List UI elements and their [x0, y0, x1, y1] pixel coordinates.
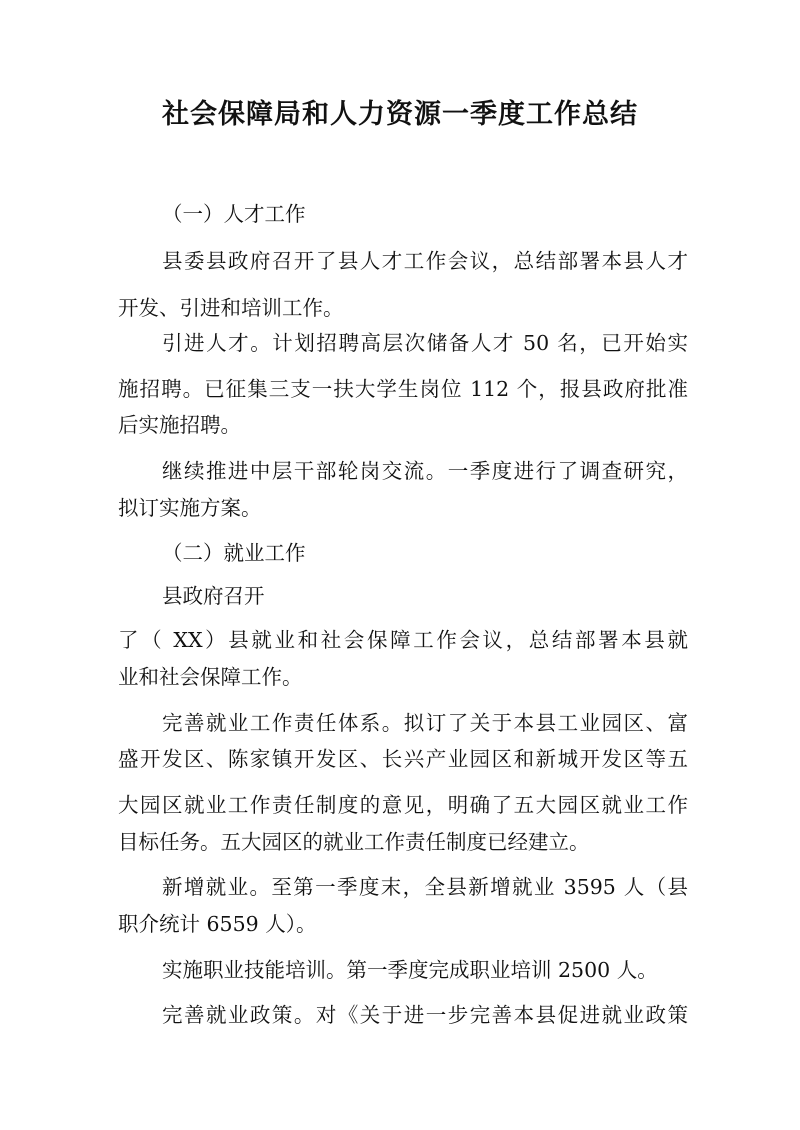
paragraph-line: 县政府召开 [162, 584, 265, 608]
paragraph-line: 开发、引进和培训工作。 [118, 296, 344, 320]
paragraph-line: 拟订实施方案。 [118, 496, 262, 520]
document-title: 社会保障局和人力资源一季度工作总结 [162, 99, 638, 130]
paragraph-line: 继续推进中层干部轮岗交流。一季度进行了调查研究， [162, 459, 688, 483]
section-heading-employment: （二）就业工作 [162, 541, 306, 565]
paragraph-line: 大园区就业工作责任制度的意见，明确了五大园区就业工作 [118, 793, 688, 817]
section-heading-talent: （一）人才工作 [162, 202, 306, 226]
paragraph-line: 业和社会保障工作。 [118, 665, 303, 689]
paragraph-line: 引进人才。计划招聘高层次储备人才 50 名，已开始实 [162, 331, 688, 355]
paragraph-line: 施招聘。已征集三支一扶大学生岗位 112 个，报县政府批准 [118, 377, 688, 401]
paragraph-line: 了（ XX）县就业和社会保障工作会议，总结部署本县就 [118, 628, 688, 652]
paragraph-line: 职介统计 6559 人）。 [118, 912, 317, 936]
paragraph-line: 实施职业技能培训。第一季度完成职业培训 2500 人。 [162, 958, 658, 982]
paragraph-line: 县委县政府召开了县人才工作会议，总结部署本县人才 [162, 249, 688, 273]
paragraph-line: 完善就业工作责任体系。拟订了关于本县工业园区、富 [162, 711, 688, 735]
paragraph-line: 完善就业政策。对《关于进一步完善本县促进就业政策 [162, 1003, 688, 1027]
paragraph-line: 目标任务。五大园区的就业工作责任制度已经建立。 [118, 830, 590, 854]
paragraph-line: 后实施招聘。 [118, 413, 241, 437]
paragraph-line: 新增就业。至第一季度末，全县新增就业 3595 人（县 [162, 875, 688, 899]
paragraph-line: 盛开发区、陈家镇开发区、长兴产业园区和新城开发区等五 [118, 747, 688, 771]
